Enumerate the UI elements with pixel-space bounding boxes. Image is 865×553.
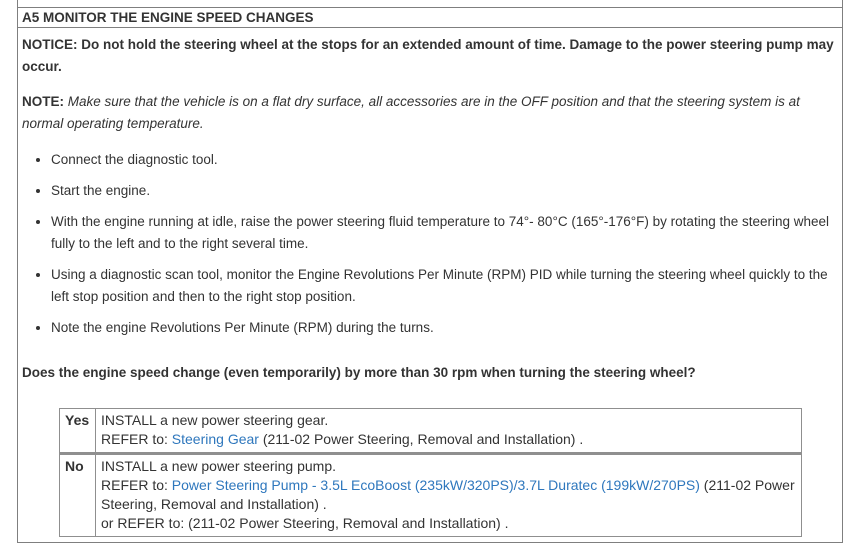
refer-prefix: REFER to: [101,477,172,493]
list-item [51,211,838,255]
pinpoint-test-title: A5 MONITOR THE ENGINE SPEED CHANGES [18,8,842,28]
note-label: NOTE: [22,94,64,109]
action-line [101,430,796,449]
action-line [101,476,796,514]
instruction-list [22,149,838,339]
pinpoint-test-body [18,28,842,540]
list-item-text: Start the engine. [51,183,151,198]
list-item-text: Note the engine Revolutions Per Minute (RPM) during the turns. [51,320,434,335]
list-item [51,180,838,202]
power-steering-pump-link[interactable]: Power Steering Pump - 3.5L EcoBoost (235kW/320PS)/3.7L Duratec (199kW/270PS) [171,477,700,493]
note-text: Make sure that the vehicle is on a flat dry surface, all accessories are in the OFF position and that the steering system is at normal operating temperature. [22,94,800,131]
notice-text: NOTICE: Do not hold the steering wheel at the stops for an extended amount of time. Damage to the power steering pump may occur. [22,37,834,74]
note-paragraph [22,91,838,135]
previous-row-border-stub-left [17,0,18,7]
answer-cell-no: No [60,454,96,537]
answer-cell-yes: Yes [60,409,96,454]
action-line: or REFER to: (211-02 Power Steering, Removal and Installation) . [101,515,509,531]
list-item-text: Connect the diagnostic tool. [51,152,218,167]
refer-prefix: REFER to: [101,431,172,447]
action-line: INSTALL a new power steering pump. [101,458,337,474]
list-item [51,264,838,308]
question-text: Does the engine speed change (even temporarily) by more than 30 rpm when turning the steering wheel? [22,365,696,380]
action-cell-no [96,454,802,537]
steering-gear-link[interactable]: Steering Gear [171,431,259,447]
list-item-text: With the engine running at idle, raise the power steering fluid temperature to 74°- 80°C (165°-176°F) by rotating the steering wheel fully to the left and to the right several time. [51,214,830,251]
refer-suffix: (211-02 Power Steering, Removal and Installation) . [101,477,795,512]
list-item [51,317,838,339]
refer-suffix: (211-02 Power Steering, Removal and Installation) . [258,431,584,447]
action-line: INSTALL a new power steering gear. [101,412,329,428]
table-row-yes [60,409,802,454]
previous-row-border-stub-right [842,0,843,7]
table-row-no [60,454,802,537]
pinpoint-test-panel [17,7,843,543]
action-cell-yes [96,409,802,454]
decision-table [59,408,802,537]
list-item [51,149,838,171]
list-item-text: Using a diagnostic scan tool, monitor the Engine Revolutions Per Minute (RPM) PID while turning the steering wheel quickly to the left stop position and then to the right stop position. [51,267,828,304]
